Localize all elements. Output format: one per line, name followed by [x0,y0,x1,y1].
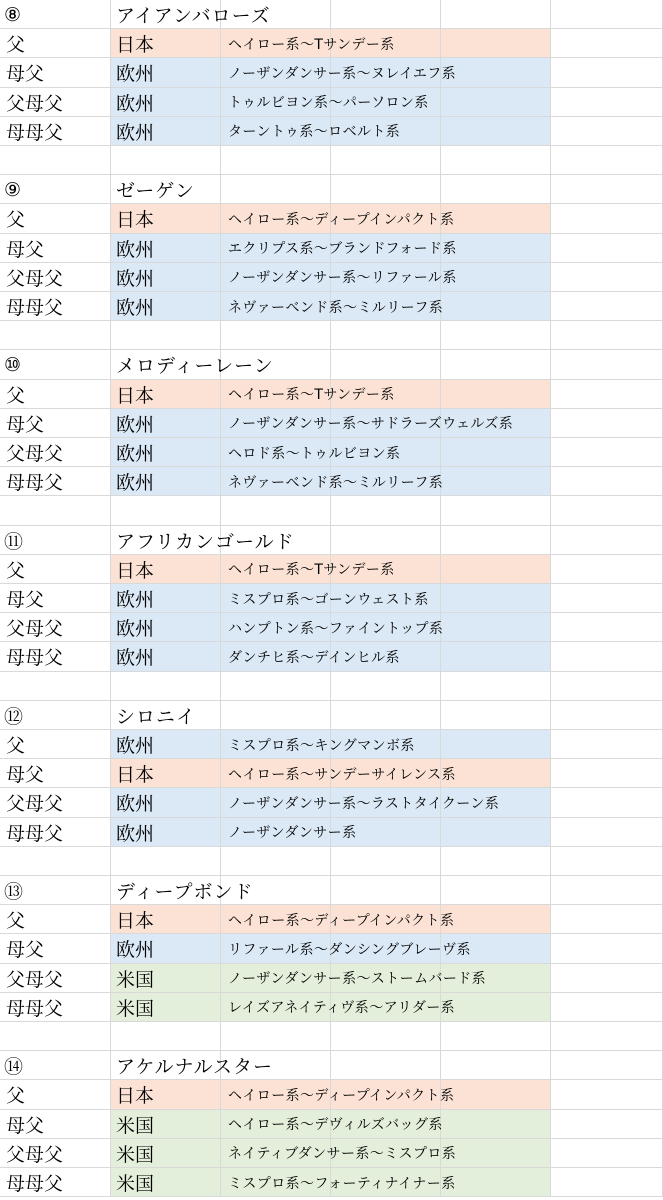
grid-cell[interactable] [111,672,221,701]
region-label: 欧州 [116,735,155,758]
sire-line: レイズアネイティヴ系～アリダー系 [228,1000,456,1017]
grid-cell[interactable] [0,321,111,350]
sire-line: ダンチヒ系～デインヒル系 [228,649,400,666]
region-label: 欧州 [116,647,155,670]
grid-cell[interactable] [441,234,551,263]
grid-cell[interactable] [111,146,221,175]
grid-cell[interactable] [331,672,441,701]
region-label: 欧州 [116,589,155,612]
grid-cell[interactable] [551,934,663,963]
grid-cell[interactable] [551,1139,663,1168]
ancestor-role: 母父 [6,1114,45,1137]
ancestor-role: 父 [6,735,26,758]
ancestor-role: 母母父 [6,297,64,320]
ancestor-role: 父 [6,209,26,232]
ancestor-role: 父母父 [6,1143,64,1166]
grid-cell[interactable] [441,847,551,876]
grid-cell[interactable] [551,175,663,204]
ancestor-role: 母父 [6,939,45,962]
sire-line: ノーザンダンサー系～ラストタイクーン系 [228,795,500,812]
grid-cell[interactable] [441,993,551,1022]
grid-cell[interactable] [441,496,551,525]
pedigree-row [0,1139,663,1168]
grid-cell[interactable] [331,1051,441,1080]
grid-cell[interactable] [331,1022,441,1051]
grid-cell[interactable] [221,146,331,175]
horse-name: アフリカンゴールド [116,530,295,553]
grid-cell[interactable] [551,818,663,847]
grid-cell[interactable] [441,146,551,175]
pedigree-row [0,438,663,467]
horse-header-row [0,0,663,29]
spacer-row [0,496,663,525]
grid-cell[interactable] [551,993,663,1022]
grid-cell[interactable] [551,847,663,876]
grid-cell[interactable] [441,1051,551,1080]
grid-cell[interactable] [331,146,441,175]
grid-cell[interactable] [111,496,221,525]
sire-line: ヘイロー系～Tサンデー系 [228,387,395,404]
region-label: 欧州 [116,92,155,115]
horse-header-row [0,1051,663,1080]
pedigree-row [0,905,663,934]
grid-cell[interactable] [441,350,551,379]
ancestor-role: 母母父 [6,997,64,1020]
grid-cell[interactable] [441,380,551,409]
pedigree-row [0,1080,663,1109]
sire-line: トゥルビヨン系～パーソロン系 [228,95,429,112]
ancestor-role: 父母父 [6,92,64,115]
grid-cell[interactable] [551,496,663,525]
horse-number: ⑩ [4,353,22,376]
region-label: 欧州 [116,121,155,144]
grid-cell[interactable] [551,1051,663,1080]
region-label: 欧州 [116,939,155,962]
region-label: 日本 [116,209,155,232]
region-label: 日本 [116,764,155,787]
grid-cell[interactable] [441,701,551,730]
grid-cell[interactable] [0,847,111,876]
ancestor-role: 父母父 [6,793,64,816]
pedigree-row [0,263,663,292]
grid-cell[interactable] [551,1080,663,1109]
region-label: 欧州 [116,238,155,261]
spacer-row [0,146,663,175]
grid-cell[interactable] [441,0,551,29]
region-label: 欧州 [116,267,155,290]
sire-line: ヘイロー系～ディープインパクト系 [228,1087,455,1104]
grid-cell[interactable] [441,117,551,146]
ancestor-role: 母母父 [6,121,64,144]
grid-cell[interactable] [441,876,551,905]
grid-cell[interactable] [221,847,331,876]
grid-cell[interactable] [331,175,441,204]
sire-line: ノーザンダンサー系～サドラーズウェルズ系 [228,416,514,433]
grid-cell[interactable] [441,88,551,117]
grid-cell[interactable] [441,321,551,350]
grid-cell[interactable] [551,584,663,613]
pedigree-row [0,88,663,117]
grid-cell[interactable] [441,759,551,788]
grid-cell[interactable] [551,350,663,379]
sire-line: ハンプトン系～ファイントップ系 [228,620,444,637]
grid-cell[interactable] [331,876,441,905]
grid-cell[interactable] [331,526,441,555]
grid-cell[interactable] [551,0,663,29]
horse-header-row [0,175,663,204]
horse-header-row [0,876,663,905]
ancestor-role: 父 [6,1085,26,1108]
region-label: 欧州 [116,63,155,86]
pedigree-row [0,642,663,671]
region-label: 日本 [116,1085,155,1108]
grid-cell[interactable] [441,1110,551,1139]
grid-cell[interactable] [441,263,551,292]
grid-cell[interactable] [551,964,663,993]
grid-cell[interactable] [221,672,331,701]
pedigree-row [0,730,663,759]
ancestor-role: 父母父 [6,618,64,641]
grid-cell[interactable] [441,1139,551,1168]
region-label: 日本 [116,910,155,933]
grid-cell[interactable] [551,467,663,496]
sire-line: ミスプロ系～キングマンボ系 [228,737,415,754]
region-label: 日本 [116,559,155,582]
grid-cell[interactable] [441,1168,551,1197]
grid-cell[interactable] [441,1080,551,1109]
sire-line: ヘイロー系～デヴィルズバッグ系 [228,1117,443,1134]
horse-header-row [0,526,663,555]
grid-cell[interactable] [551,292,663,321]
ancestor-role: 母父 [6,63,45,86]
grid-cell[interactable] [441,818,551,847]
ancestor-role: 父 [6,384,26,407]
grid-cell[interactable] [331,0,441,29]
grid-cell[interactable] [551,642,663,671]
ancestor-role: 父母父 [6,267,64,290]
region-label: 欧州 [116,297,155,320]
grid-cell[interactable] [441,292,551,321]
grid-cell[interactable] [551,788,663,817]
grid-cell[interactable] [441,642,551,671]
grid-cell[interactable] [551,759,663,788]
pedigree-row [0,818,663,847]
sire-line: ターントゥ系～ロベルト系 [228,124,401,141]
grid-cell[interactable] [551,117,663,146]
spacer-row [0,1022,663,1051]
sire-line: ノーザンダンサー系～ストームバード系 [228,971,487,988]
horse-number: ⑬ [4,881,24,904]
grid-cell[interactable] [111,321,221,350]
ancestor-role: 父 [6,559,26,582]
sire-line: ヘイロー系～Tサンデー系 [228,36,395,53]
horse-name: アイアンバローズ [116,5,271,28]
grid-cell[interactable] [441,584,551,613]
pedigree-row [0,58,663,87]
grid-cell[interactable] [551,701,663,730]
grid-cell[interactable] [551,88,663,117]
pedigree-row [0,584,663,613]
sire-line: ヘイロー系～ディープインパクト系 [228,912,455,929]
region-label: 米国 [116,997,155,1020]
grid-cell[interactable] [331,321,441,350]
grid-cell[interactable] [441,730,551,759]
region-label: 欧州 [116,793,155,816]
ancestor-role: 母父 [6,589,45,612]
region-label: 欧州 [116,443,155,466]
sire-line: ヘイロー系～Tサンデー系 [228,562,395,579]
horse-name: シロニイ [116,705,197,728]
pedigree-row [0,788,663,817]
sire-line: ヘイロー系～ディープインパクト系 [228,211,455,228]
grid-cell[interactable] [441,175,551,204]
pedigree-row [0,964,663,993]
pedigree-row [0,613,663,642]
grid-cell[interactable] [551,1022,663,1051]
grid-cell[interactable] [0,1022,111,1051]
ancestor-role: 母母父 [6,1173,64,1196]
ancestor-role: 母父 [6,413,45,436]
grid-cell[interactable] [0,672,111,701]
pedigree-row [0,1110,663,1139]
ancestor-role: 母母父 [6,647,64,670]
pedigree-row [0,759,663,788]
pedigree-row [0,934,663,963]
horse-number: ⑫ [4,705,24,728]
pedigree-row [0,993,663,1022]
region-label: 米国 [116,1173,155,1196]
sire-line: ミスプロ系～ゴーンウェスト系 [228,591,429,608]
pedigree-row [0,204,663,233]
grid-cell[interactable] [441,29,551,58]
horse-name: ゼーゲン [116,180,195,203]
grid-cell[interactable] [551,526,663,555]
grid-cell[interactable] [551,263,663,292]
spacer-row [0,321,663,350]
grid-cell[interactable] [111,1022,221,1051]
grid-cell[interactable] [111,847,221,876]
horse-number: ⑪ [4,530,24,553]
grid-cell[interactable] [551,58,663,87]
region-label: 米国 [116,1143,155,1166]
grid-cell[interactable] [331,701,441,730]
sire-line: ネイティブダンサー系～ミスプロ系 [228,1146,457,1163]
spacer-row [0,847,663,876]
grid-cell[interactable] [441,1022,551,1051]
pedigree-row [0,292,663,321]
grid-cell[interactable] [551,1168,663,1197]
ancestor-role: 父 [6,910,26,933]
region-label: 日本 [116,384,155,407]
sire-line: ミスプロ系～フォーティナイナー系 [228,1175,456,1192]
pedigree-row [0,234,663,263]
sire-line: ヘイロー系～サンデーサイレンス系 [228,766,456,783]
grid-cell[interactable] [551,29,663,58]
horse-header-row [0,350,663,379]
horse-header-row [0,701,663,730]
grid-cell[interactable] [551,204,663,233]
region-label: 米国 [116,968,155,991]
region-label: 欧州 [116,618,155,641]
grid-cell[interactable] [551,234,663,263]
horse-name: アケルナルスター [116,1056,273,1079]
grid-cell[interactable] [441,526,551,555]
grid-cell[interactable] [0,496,111,525]
sire-line: ネヴァーベンド系～ミルリーフ系 [228,299,444,316]
region-label: 欧州 [116,822,155,845]
sire-line: エクリプス系～ブランドフォード系 [228,241,457,258]
sire-line: リファール系～ダンシングブレーヴ系 [228,941,471,958]
grid-cell[interactable] [551,438,663,467]
grid-cell[interactable] [551,321,663,350]
pedigree-row [0,117,663,146]
sire-line: ヘロド系～トゥルビヨン系 [228,445,401,462]
region-label: 日本 [116,34,155,57]
grid-cell[interactable] [221,1022,331,1051]
grid-cell[interactable] [221,496,331,525]
grid-cell[interactable] [221,175,331,204]
sire-line: ネヴァーベンド系～ミルリーフ系 [228,474,444,491]
grid-cell[interactable] [551,876,663,905]
grid-cell[interactable] [551,730,663,759]
grid-cell[interactable] [551,409,663,438]
grid-cell[interactable] [551,672,663,701]
sire-line: ノーザンダンサー系～ヌレイエフ系 [228,65,457,82]
grid-cell[interactable] [221,701,331,730]
grid-cell[interactable] [441,905,551,934]
pedigree-row [0,467,663,496]
horse-number: ⑧ [4,3,22,26]
horse-name: ディープボンド [116,881,254,904]
region-label: 米国 [116,1114,155,1137]
ancestor-role: 母父 [6,238,45,261]
region-label: 欧州 [116,413,155,436]
grid-cell[interactable] [331,847,441,876]
grid-cell[interactable] [441,58,551,87]
horse-name: メロディーレーン [116,355,274,378]
ancestor-role: 父母父 [6,443,64,466]
sire-line: ノーザンダンサー系～リファール系 [228,270,457,287]
ancestor-role: 母母父 [6,822,64,845]
pedigree-row [0,409,663,438]
grid-cell[interactable] [551,555,663,584]
grid-cell[interactable] [441,204,551,233]
ancestor-role: 父母父 [6,968,64,991]
grid-cell[interactable] [551,1110,663,1139]
pedigree-row [0,29,663,58]
region-label: 欧州 [116,472,155,495]
grid-cell[interactable] [0,146,111,175]
grid-cell[interactable] [221,321,331,350]
ancestor-role: 父 [6,34,26,57]
grid-cell[interactable] [551,380,663,409]
pedigree-row [0,555,663,584]
horse-number: ⑨ [4,178,22,201]
grid-cell[interactable] [441,672,551,701]
grid-cell[interactable] [551,905,663,934]
grid-cell[interactable] [441,438,551,467]
ancestor-role: 母母父 [6,472,64,495]
spacer-row [0,672,663,701]
grid-cell[interactable] [331,350,441,379]
pedigree-row [0,380,663,409]
grid-cell[interactable] [441,555,551,584]
grid-cell[interactable] [331,496,441,525]
pedigree-row [0,1168,663,1197]
sire-line: ノーザンダンサー系 [228,825,357,842]
grid-cell[interactable] [441,613,551,642]
horse-number: ⑭ [4,1056,24,1079]
ancestor-role: 母父 [6,764,45,787]
grid-cell[interactable] [551,146,663,175]
grid-cell[interactable] [551,613,663,642]
grid-cell[interactable] [441,467,551,496]
